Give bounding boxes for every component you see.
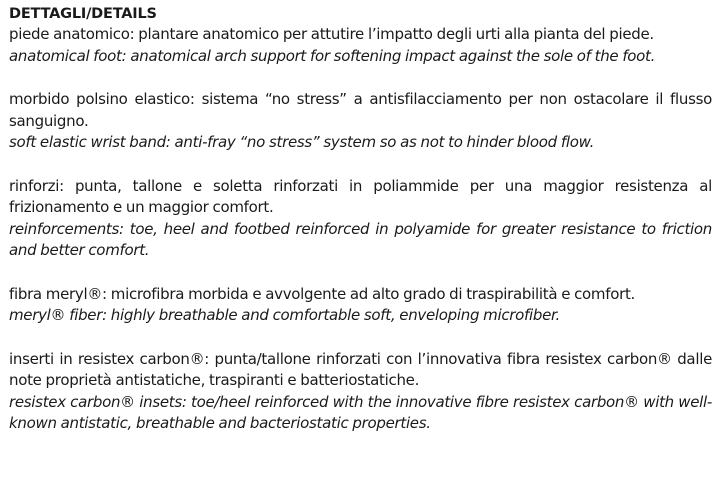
detail-section-wrist-band [9,89,712,154]
detail-section-resistex-carbon [9,349,712,435]
detail-text-italian: fibra meryl®: microfibra morbida e avvolgente ad alto grado di traspirabilità e comfort. [9,284,636,303]
detail-text-english: resistex carbon® insets: toe/heel reinforced with the innovative fibre resistex carbon® with well-known antistatic, breathable and bacteriostatic properties. [9,392,712,432]
detail-text-italian: piede anatomico: plantare anatomico per attutire l’impatto degli urti alla pianta del piede. [9,25,654,43]
details-heading: DETTAGLI/DETAILS [9,6,157,22]
detail-section-reinforcements [9,176,712,262]
detail-text-english: anatomical foot: anatomical arch support for softening impact against the sole of the foot. [9,46,656,65]
detail-text-english: reinforcements: toe, heel and footbed reinforced in polyamide for greater resistance to friction and better comfort. [9,219,712,259]
detail-section-meryl-fiber [9,284,712,327]
detail-text-italian: inserti in resistex carbon®: punta/tallone rinforzati con l’innovativa fibra resistex carbon® dalle note proprietà antistatiche, traspiranti e batteriostatiche. [9,349,712,389]
detail-text-italian: rinforzi: punta, tallone e soletta rinforzati in poliammide per una maggior resistenza al frizionamento e un maggior comfort. [9,176,712,216]
detail-section-anatomical-foot [9,24,712,67]
detail-text-english: soft elastic wrist band: anti-fray “no stress” system so as not to hinder blood flow. [9,133,595,151]
detail-text-english: meryl® fiber: highly breathable and comfortable soft, enveloping microfiber. [9,306,560,324]
detail-text-italian: morbido polsino elastico: sistema “no stress” a antisfilacciamento per non ostacolare il flusso sanguigno. [9,90,712,130]
